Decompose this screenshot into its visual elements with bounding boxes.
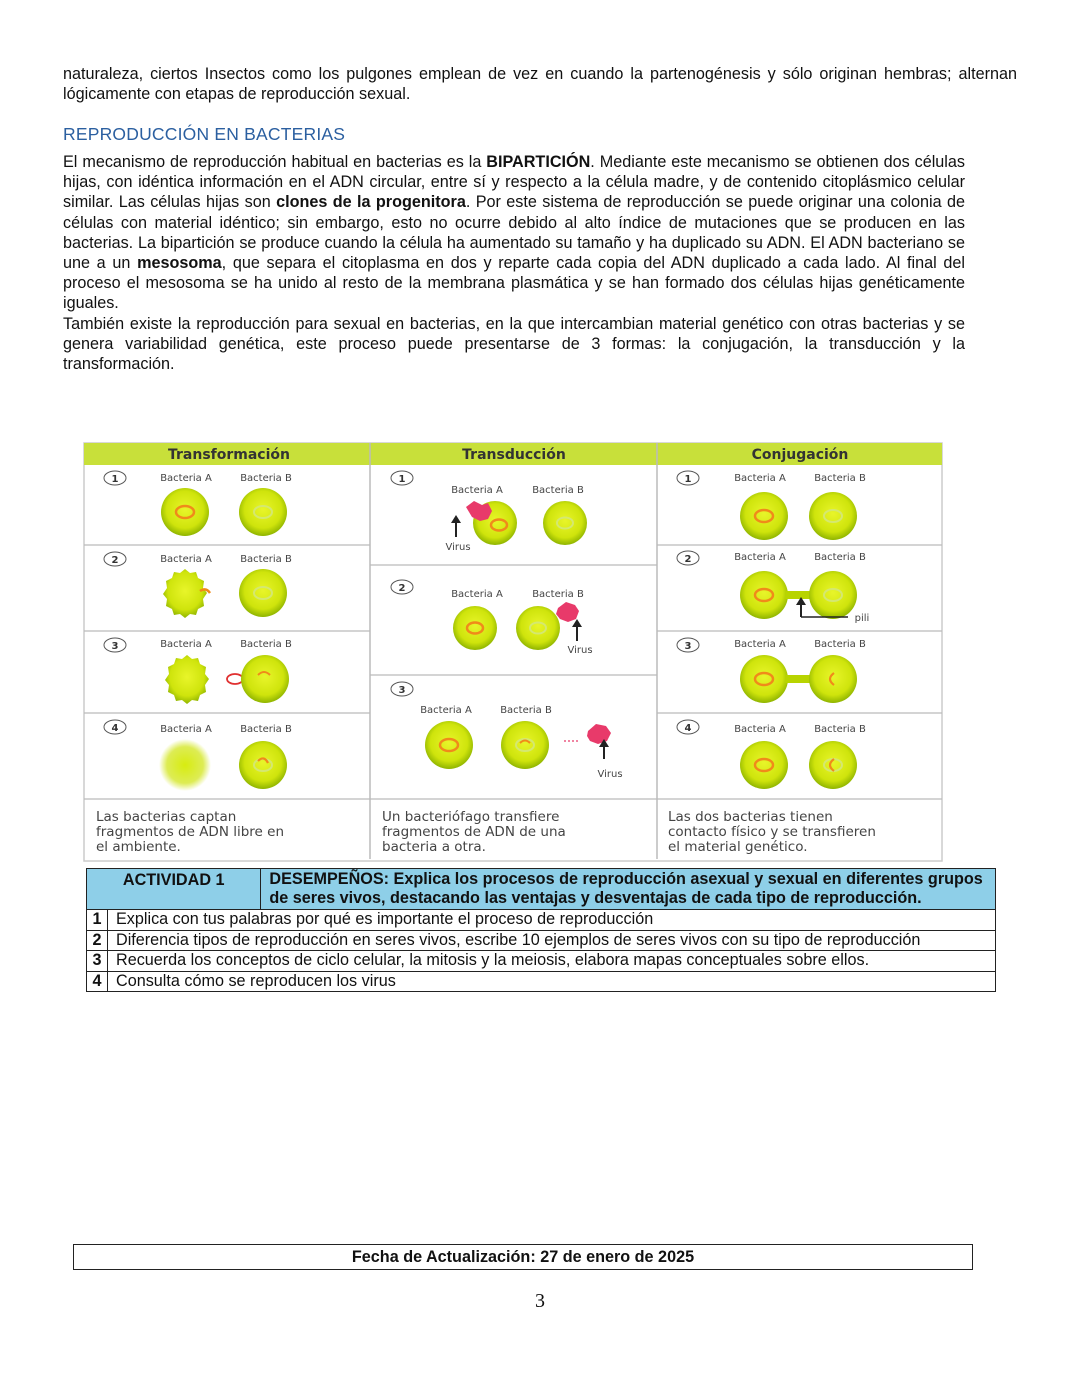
bacteria-cell xyxy=(239,488,287,536)
text-span: . Mediante este mecanismo se obtienen dos células hijas, con idéntica información en el ADN circular, entre sí y respecto a la célula madre, y de contenido citoplásmico celular similar. Las células hijas son xyxy=(63,153,965,212)
bacteria-b-label: Bacteria B xyxy=(814,552,866,563)
bacteria-b-label: Bacteria B xyxy=(240,639,292,650)
bacteria-b-label: Bacteria B xyxy=(240,473,292,484)
step-number: 4 xyxy=(111,723,119,734)
bacteria-b-label: Bacteria B xyxy=(240,724,292,735)
bacteria-cell xyxy=(543,501,587,545)
bacteria-a-label: Bacteria A xyxy=(160,473,212,484)
bacteria-a-label: Bacteria A xyxy=(160,724,212,735)
bacteria-b-label: Bacteria B xyxy=(500,705,552,716)
bacteria-b-label: Bacteria B xyxy=(814,473,866,484)
bacteria-cell xyxy=(809,741,857,789)
bacteria-cell xyxy=(809,571,857,619)
activity-header-row xyxy=(87,869,996,910)
step-number: 1 xyxy=(398,474,406,485)
bacteria-b-label: Bacteria B xyxy=(532,485,584,496)
section-title: REPRODUCCIÓN EN BACTERIAS xyxy=(63,124,346,144)
pili-label: pili xyxy=(854,613,870,624)
caption-transduction-line: Un bacteriófago transfiere xyxy=(382,809,560,825)
bacteria-a-label: Bacteria A xyxy=(420,705,472,716)
text-span: El mecanismo de reproducción habitual en bacterias es la xyxy=(63,153,487,171)
bacteria-b-label: Bacteria B xyxy=(814,639,866,650)
activity-row-text: Consulta cómo se reproducen los virus xyxy=(108,971,996,992)
page-number: 3 xyxy=(535,1290,545,1312)
activity-row-number: 3 xyxy=(87,951,108,972)
activity-row-text: Recuerda los conceptos de ciclo celular, la mitosis y la meiosis, elabora mapas conceptuales sobre ellos. xyxy=(108,951,996,972)
activity-row xyxy=(87,930,996,951)
activity-row-text: Explica con tus palabras por qué es importante el proceso de reproducción xyxy=(108,910,996,931)
bacteria-cell xyxy=(239,741,287,789)
dissolved-bacteria xyxy=(159,739,211,791)
step-number: 2 xyxy=(398,583,406,594)
activity-row xyxy=(87,971,996,992)
step-number: 1 xyxy=(111,474,119,485)
activity-table xyxy=(86,868,996,992)
bacteria-cell xyxy=(425,721,473,769)
caption-transformation-line: fragmentos de ADN libre en xyxy=(96,824,285,840)
intro-paragraph: naturaleza, ciertos Insectos como los pulgones emplean de vez en cuando la partenogénesis y sólo originan hembras; alternan lógicamente con etapas de reproducción sexual. xyxy=(63,65,1017,104)
bacteria-gene-transfer-figure xyxy=(82,441,944,863)
bacteria-b-label: Bacteria B xyxy=(532,589,584,600)
bold-term-clones: clones de la progenitora xyxy=(276,193,466,212)
bacteria-b-label: Bacteria B xyxy=(814,724,866,735)
update-date-footer: Fecha de Actualización: 27 de enero de 2025 xyxy=(73,1244,973,1270)
text-span: , que separa el citoplasma en dos y reparte cada copia del ADN duplicado a cada lado. Al final del proceso el mesosoma se ha unido al resto de la membrana plasmática y se han formado dos células hijas genéticamente iguales. xyxy=(63,254,965,313)
step-number: 2 xyxy=(684,554,692,565)
bacteria-cell xyxy=(740,655,788,703)
bacteria-cell xyxy=(740,492,788,540)
bacteria-a-label: Bacteria A xyxy=(734,473,786,484)
activity-row-text: Diferencia tipos de reproducción en seres vivos, escribe 10 ejemplos de seres vivos con su tipo de reproducción xyxy=(108,930,996,951)
caption-conjugation-line: el material genético. xyxy=(668,839,808,855)
bacteria-a-label: Bacteria A xyxy=(734,724,786,735)
bacteria-b-label: Bacteria B xyxy=(240,554,292,565)
step-number: 3 xyxy=(111,641,119,652)
activity-title: ACTIVIDAD 1 xyxy=(87,869,261,910)
bacteria-cell xyxy=(809,492,857,540)
bacteria-reproduction-paragraph xyxy=(63,152,965,374)
bacteria-a-label: Bacteria A xyxy=(734,639,786,650)
bacteria-cell xyxy=(809,655,857,703)
text-span: También existe la reproducción para sexual en bacterias, en la que intercambian material genético con otras bacterias y se genera variabilidad genética, este proceso puede presentarse de 3 formas: la conjugación, la transducción y la transformación. xyxy=(63,314,965,374)
caption-conjugation-line: contacto físico y se transfieren xyxy=(668,824,876,840)
activity-performance-description: DESEMPEÑOS: Explica los procesos de reproducción asexual y sexual en diferentes grupos de seres vivos, destacando las ventajas y desventajas de cada tipo de reproducción. xyxy=(261,869,996,910)
caption-transduction-line: bacteria a otra. xyxy=(382,839,486,855)
bacteria-a-label: Bacteria A xyxy=(160,639,212,650)
text-span: . Por este sistema de reproducción se puede originar una colonia de células con material idéntico; sin embargo, esto no ocurre debido al alto índice de mutaciones que se producen en las bacterias. La bipartición se produce cuando la célula ha aumentado su tamaño y ha duplicado su ADN. El ADN bacteriano se une a un xyxy=(63,193,965,273)
virus-label: Virus xyxy=(567,645,593,656)
step-number: 2 xyxy=(111,555,119,566)
bold-term-biparticion: BIPARTICIÓN xyxy=(486,153,591,171)
bacteria-cell xyxy=(453,606,497,650)
bacteria-cell xyxy=(241,655,289,703)
bacteria-a-label: Bacteria A xyxy=(451,485,503,496)
bacteria-cell xyxy=(501,721,549,769)
bold-term-mesosoma: mesosoma xyxy=(137,254,222,273)
activity-row xyxy=(87,910,996,931)
bacteria-cell xyxy=(740,571,788,619)
pilus-bridge xyxy=(785,591,813,599)
bacteria-a-label: Bacteria A xyxy=(734,552,786,563)
step-number: 1 xyxy=(684,474,692,485)
caption-transformation-line: el ambiente. xyxy=(96,839,181,855)
pilus-bridge xyxy=(785,675,813,683)
bacteria-cell xyxy=(239,569,287,617)
virus-label: Virus xyxy=(445,542,471,553)
col-title-transduccion: Transducción xyxy=(462,447,566,463)
caption-transformation-line: Las bacterias captan xyxy=(96,809,237,825)
bacteria-a-label: Bacteria A xyxy=(160,554,212,565)
bacteria-cell xyxy=(161,488,209,536)
bacteria-cell xyxy=(740,741,788,789)
col-title-transformacion: Transformación xyxy=(168,447,290,463)
caption-conjugation-line: Las dos bacterias tienen xyxy=(668,809,833,825)
bacteria-cell xyxy=(516,606,560,650)
activity-row-number: 1 xyxy=(87,910,108,931)
virus-label: Virus xyxy=(597,769,623,780)
activity-row xyxy=(87,951,996,972)
activity-row-number: 4 xyxy=(87,971,108,992)
caption-transduction-line: fragmentos de ADN de una xyxy=(382,824,566,840)
col-title-conjugacion: Conjugación xyxy=(751,447,849,463)
bacteria-a-label: Bacteria A xyxy=(451,589,503,600)
activity-row-number: 2 xyxy=(87,930,108,951)
step-number: 3 xyxy=(684,641,692,652)
step-number: 3 xyxy=(398,685,406,696)
step-number: 4 xyxy=(684,723,692,734)
